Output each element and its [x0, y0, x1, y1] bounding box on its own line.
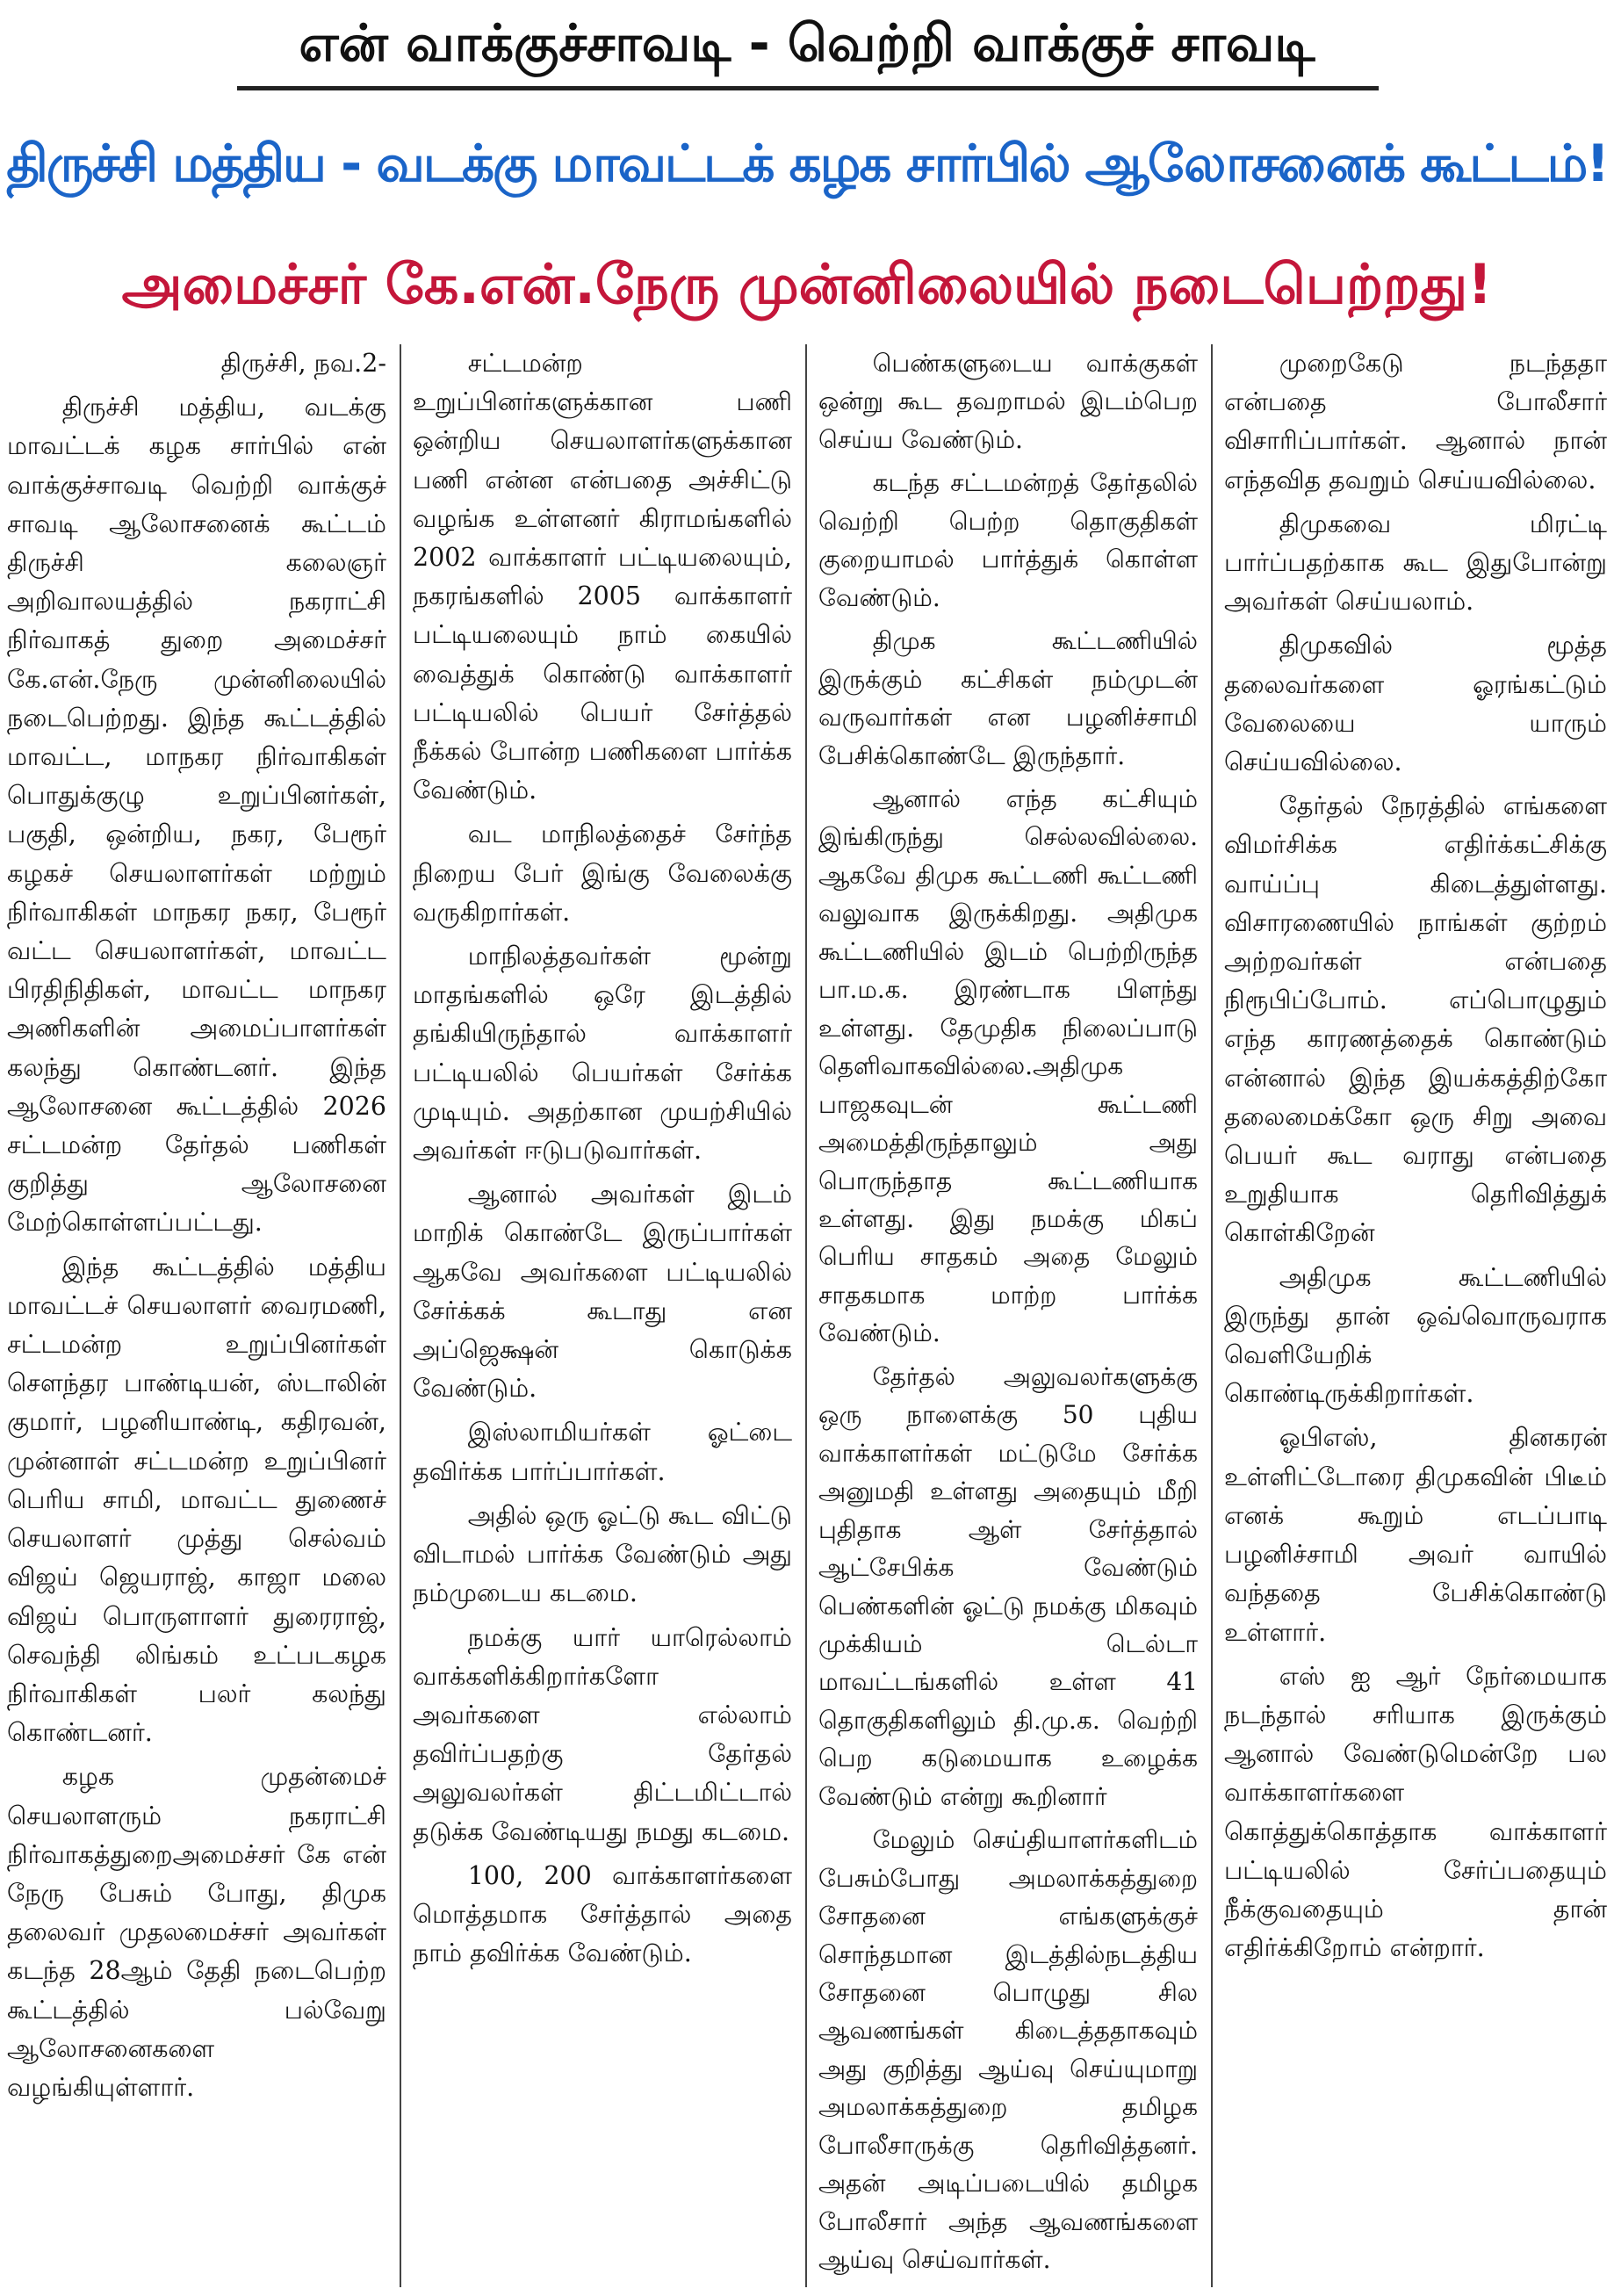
article-paragraph: முறைகேடு நடந்ததா என்பதை போலீசார் விசாரிப்பார்கள். ஆனால் நான் எந்தவித தவறும் செய்யவில்லை. — [1224, 349, 1607, 495]
kicker-title: என் வாக்குச்சாவடி - வெற்றி வாக்குச் சாவடி — [299, 13, 1315, 73]
article-paragraph: தேர்தல் நேரத்தில் எங்களை விமர்சிக்க எதிர்க்கட்சிக்கு வாய்ப்பு கிடைத்துள்ளது. விசாரணையில் நாங்கள் குற்றம் அற்றவர்கள் என்பதை நிரூபிப்போம். எப்பொழுதும் எந்த காரணத்தைக் கொண்டும் என்னால் இந்த இயக்கத்திற்கோ தலைமைக்கோ ஒரு சிறு அவை பெயர் கூட வராது என்பதை உறுதியாக தெரிவித்துக் கொள்கிறேன் — [1224, 791, 1607, 1248]
article-column-2 — [413, 344, 792, 2287]
article-paragraph: சட்டமன்ற உறுப்பினர்களுக்கான பணி ஒன்றிய செயலாளர்களுக்கான பணி என்ன என்பதை அச்சிட்டு வழங்க உள்ளனர் கிராமங்களில் 2002 வாக்காளர் பட்டியலையும், நகரங்களில் 2005 வாக்காளர் பட்டியலையும் நாம் கையில் வைத்துக் கொண்டு வாக்காளர் பட்டியலில் பெயர் சேர்த்தல் நீக்கல் போன்ற பணிகளை பார்க்க வேண்டும். — [413, 349, 792, 805]
kicker-underline — [237, 86, 1379, 90]
article-paragraph: இந்த கூட்டத்தில் மத்திய மாவட்டச் செயலாளர் வைரமணி, சட்டமன்ற உறுப்பினர்கள் சௌந்தர பாண்டியன், ஸ்டாலின் குமார், பழனியாண்டி, கதிரவன், முன்னாள் சட்டமன்ற உறுப்பினர் பெரிய சாமி, மாவட்ட துணைச் செயலாளர் முத்து செல்வம் விஜய் ஜெயராஜ், காஜா மலை விஜய் பொருளாளர் துரைராஜ், செவந்தி லிங்கம் உட்படகழக நிர்வாகிகள் பலர் கலந்து கொண்டனர். — [7, 1252, 386, 1748]
article-paragraph: நமக்கு யார் யாரெல்லாம் வாக்களிக்கிறார்களோ அவர்களை எல்லாம் தவிர்ப்பதற்கு தேர்தல் அலுவலர்கள் திட்டமிட்டால் தடுக்க வேண்டியது நமது கடமை. — [413, 1622, 792, 1846]
column-rule — [1211, 344, 1213, 2287]
article-paragraph: வட மாநிலத்தைச் சேர்ந்த நிறைய பேர் இங்கு வேலைக்கு வருகிறார்கள். — [413, 819, 792, 927]
article-paragraph: 100, 200 வாக்காளர்களை மொத்தமாக சேர்த்தால் அதை நாம் தவிர்க்க வேண்டும். — [413, 1860, 792, 1968]
article-paragraph: பெண்களுடைய வாக்குகள் ஒன்று கூட தவறாமல் இடம்பெற செய்ய வேண்டும். — [818, 349, 1198, 454]
article-column-1 — [7, 344, 386, 2287]
article-paragraph: தேர்தல் அலுவலர்களுக்கு ஒரு நாளைக்கு 50 புதிய வாக்காளர்கள் மட்டுமே சேர்க்க அனுமதி உள்ளது அதையும் மீறி புதிதாக ஆள் சேர்த்தால் ஆட்சேபிக்க வேண்டும் பெண்களின் ஓட்டு நமக்கு மிகவும் முக்கியம் டெல்டா மாவட்டங்களில் உள்ள 41 தொகுதிகளிலும் தி.மு.க. வெற்றி பெற கடுமையாக உழைக்க வேண்டும் என்று கூறினார் — [818, 1361, 1198, 1811]
column-rule — [805, 344, 807, 2287]
article-paragraph: திருச்சி மத்திய, வடக்கு மாவட்டக் கழக சார்பில் என் வாக்குச்சாவடி வெற்றி வாக்குச் சாவடி ஆலோசனைக் கூட்டம் திருச்சி கலைஞர் அறிவாலயத்தில் நகராட்சி நிர்வாகத் துறை அமைச்சர் கே.என்.நேரு முன்னிலையில் நடைபெற்றது. இந்த கூட்டத்தில் மாவட்ட, மாநகர நிர்வாகிகள் பொதுக்குழு உறுப்பினர்கள், பகுதி, ஒன்றிய, நகர, பேரூர் கழகச் செயலாளர்கள் மற்றும் நிர்வாகிகள் மாநகர நகர, பேரூர் வட்ட செயலாளர்கள், மாவட்ட பிரதிநிதிகள், மாவட்ட மாநகர அணிகளின் அமைப்பாளர்கள் கலந்து கொண்டனர். இந்த ஆலோசனை கூட்டத்தில் 2026 சட்டமன்ற தேர்தல் பணிகள் குறித்து ஆலோசனை மேற்கொள்ளப்பட்டது. — [7, 393, 386, 1238]
article-paragraph: அதில் ஒரு ஓட்டு கூட விட்டு விடாமல் பார்க்க வேண்டும் அது நம்முடைய கடமை. — [413, 1500, 792, 1608]
subheadline: அமைச்சர் கே.என்.நேரு முன்னிலையில் நடைபெற்றது! — [121, 252, 1493, 316]
article-paragraph: எஸ் ஐ ஆர் நேர்மையாக நடந்தால் சரியாக இருக்கும் ஆனால் வேண்டுமென்றே பல வாக்காளர்களை கொத்துக்கொத்தாக வாக்காளர் பட்டியலில் சேர்ப்பதையும் நீக்குவதையும் தான் எதிர்க்கிறோம் என்றார். — [1224, 1661, 1607, 1963]
article-paragraph: மேலும் செய்தியாளர்களிடம் பேசும்போது அமலாக்கத்துறை சோதனை எங்களுக்குச் சொந்தமான இடத்தில்நடத்திய சோதனை பொழுது சில ஆவணங்கள் கிடைத்ததாகவும் அது குறித்து ஆய்வு செய்யுமாறு அமலாக்கத்துறை தமிழக போலீசாருக்கு தெரிவித்தனர். அதன் அடிப்படையில் தமிழக போலீசார் அந்த ஆவணங்களை ஆய்வு செய்வார்கள். — [818, 1825, 1198, 2275]
article-paragraph: ஆனால் எந்த கட்சியும் இங்கிருந்து செல்லவில்லை. ஆகவே திமுக கூட்டணி கூட்டணி வலுவாக இருக்கிறது. அதிமுக கூட்டணியில் இடம் பெற்றிருந்த பா.ம.க. இரண்டாக பிளந்து உள்ளது. தேமுதிக நிலைப்பாடு தெளிவாகவில்லை.அதிமுக பாஜகவுடன் கூட்டணி அமைத்திருந்தாலும் அது பொருந்தாத கூட்டணியாக உள்ளது. இது நமக்கு மிகப் பெரிய சாதகம் அதை மேலும் சாதகமாக மாற்ற பார்க்க வேண்டும். — [818, 783, 1198, 1348]
article-paragraph: இஸ்லாமியர்கள் ஓட்டை தவிர்க்க பார்ப்பார்கள். — [413, 1418, 792, 1486]
article-column-3 — [818, 344, 1198, 2287]
column-rule — [400, 344, 401, 2287]
article-paragraph: கடந்த சட்டமன்றத் தேர்தலில் வெற்றி பெற்ற தொகுதிகள் குறையாமல் பார்த்துக் கொள்ள வேண்டும். — [818, 468, 1198, 612]
article-paragraph: ஓபிஎஸ், தினகரன் உள்ளிட்டோரை திமுகவின் பிடீம் எனக் கூறும் எடப்பாடி பழனிச்சாமி அவர் வாயில் வந்ததை பேசிக்கொண்டு உள்ளார். — [1224, 1423, 1607, 1647]
article-paragraph: திமுகவை மிரட்டி பார்ப்பதற்காக கூட இதுபோன்று அவர்கள் செய்யலாம். — [1224, 509, 1607, 617]
article-paragraph: மாநிலத்தவர்கள் மூன்று மாதங்களில் ஒரே இடத்தில் தங்கியிருந்தால் வாக்காளர் பட்டியலில் பெயர்கள் சேர்க்க முடியும். அதற்கான முயற்சியில் அவர்கள் ஈடுபடுவார்கள். — [413, 942, 792, 1166]
article-paragraph: திமுகவில் மூத்த தலைவர்களை ஓரங்கட்டும் வேலையை யாரும் செய்யவில்லை. — [1224, 631, 1607, 777]
dateline: திருச்சி, நவ.2- — [220, 349, 386, 378]
article-paragraph: அதிமுக கூட்டணியில் இருந்து தான் ஒவ்வொருவராக வெளியேறிக் கொண்டிருக்கிறார்கள். — [1224, 1262, 1607, 1409]
article-paragraph: கழக முதன்மைச் செயலாளரும் நகராட்சி நிர்வாகத்துறைஅமைச்சர் கே என் நேரு பேசும் போது, திமுக தலைவர் முதலமைச்சர் அவர்கள் கடந்த 28ஆம் தேதி நடைபெற்ற கூட்டத்தில் பல்வேறு ஆலோசனைகளை வழங்கியுள்ளார். — [7, 1762, 386, 2102]
article-paragraph: திமுக கூட்டணியில் இருக்கும் கட்சிகள் நம்முடன் வருவார்கள் என பழனிச்சாமி பேசிக்கொண்டே இருந்தார். — [818, 626, 1198, 770]
article-paragraph: ஆனால் அவர்கள் இடம் மாறிக் கொண்டே இருப்பார்கள் ஆகவே அவர்களை பட்டியலில் சேர்க்கக் கூடாது என அப்ஜெக்ஷன் கொடுக்க வேண்டும். — [413, 1180, 792, 1404]
article-column-4 — [1224, 344, 1607, 2287]
headline: திருச்சி மத்திய - வடக்கு மாவட்டக் கழக சார்பில் ஆலோசனைக் கூட்டம்! — [6, 134, 1608, 193]
